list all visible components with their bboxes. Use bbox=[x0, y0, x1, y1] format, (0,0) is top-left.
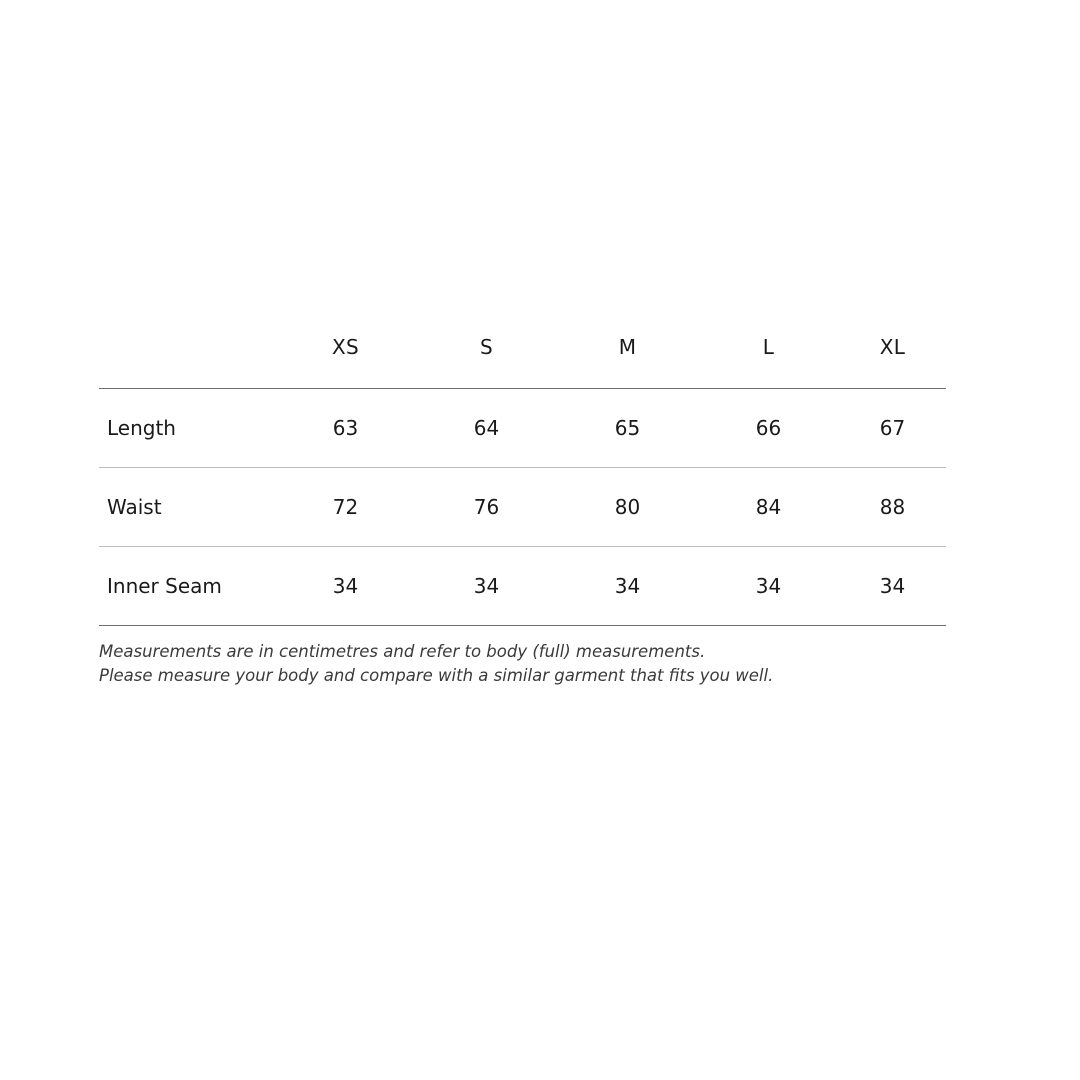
table-cell: 34 bbox=[557, 547, 698, 626]
table-cell: 65 bbox=[557, 389, 698, 468]
table-cell: 64 bbox=[416, 389, 557, 468]
size-header-xl: XL bbox=[839, 305, 946, 389]
table-cell: 84 bbox=[698, 468, 839, 547]
table-cell: 67 bbox=[839, 389, 946, 468]
size-header-l: L bbox=[698, 305, 839, 389]
row-label-inner-seam: Inner Seam bbox=[99, 547, 275, 626]
table-header bbox=[99, 305, 946, 389]
table-row-inner-seam bbox=[99, 547, 946, 626]
table-cell: 63 bbox=[275, 389, 416, 468]
table-cell: 34 bbox=[275, 547, 416, 626]
row-label-waist: Waist bbox=[99, 468, 275, 547]
table-cell: 80 bbox=[557, 468, 698, 547]
table-cell: 34 bbox=[839, 547, 946, 626]
size-chart bbox=[99, 305, 946, 688]
table-body bbox=[99, 389, 946, 626]
table-cell: 76 bbox=[416, 468, 557, 547]
row-label-length: Length bbox=[99, 389, 275, 468]
table-row-waist bbox=[99, 468, 946, 547]
note-instructions: Please measure your body and compare with a similar garment that fits you well. bbox=[99, 666, 774, 685]
size-chart-table bbox=[99, 305, 946, 626]
measurement-notes bbox=[99, 640, 946, 688]
table-cell: 88 bbox=[839, 468, 946, 547]
table-cell: 72 bbox=[275, 468, 416, 547]
size-header-s: S bbox=[416, 305, 557, 389]
header-row bbox=[99, 305, 946, 389]
size-header-m: M bbox=[557, 305, 698, 389]
size-header-xs: XS bbox=[275, 305, 416, 389]
header-corner-cell bbox=[99, 305, 275, 389]
table-cell: 66 bbox=[698, 389, 839, 468]
note-units: Measurements are in centimetres and refer to body (full) measurements. bbox=[99, 642, 706, 661]
table-cell: 34 bbox=[416, 547, 557, 626]
table-cell: 34 bbox=[698, 547, 839, 626]
table-row-length bbox=[99, 389, 946, 468]
